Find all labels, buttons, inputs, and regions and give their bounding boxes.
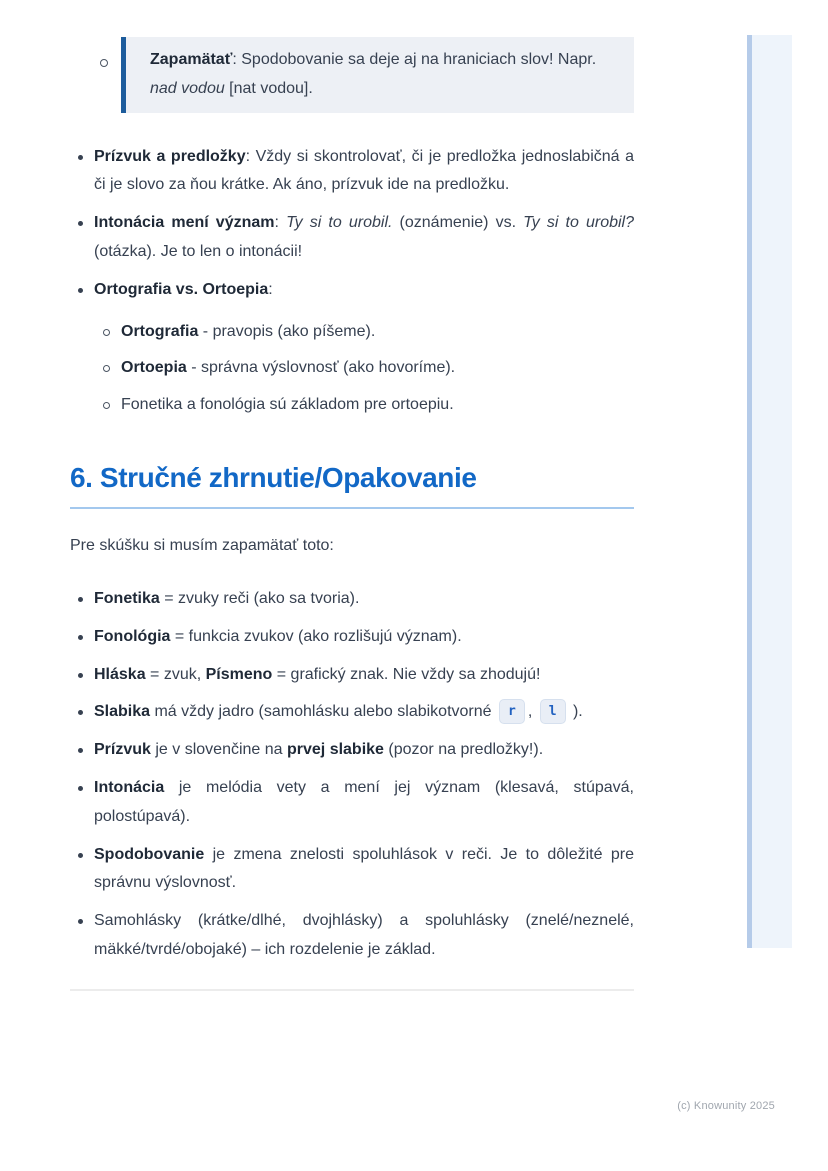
list-item-text: Intonácia mení význam: Ty si to urobil. (oznámenie) vs. Ty si to urobil? (otázka). Je to len o intonácii!	[94, 214, 634, 260]
section-heading: 6. Stručné zhrnutie/Opakovanie	[70, 462, 634, 509]
sub-list-item	[94, 354, 634, 383]
section-divider	[70, 989, 634, 991]
list-item	[70, 276, 634, 420]
sub-list-item	[94, 318, 634, 347]
list-item-text: Spodobovanie je zmena znelosti spoluhlások v reči. Je to dôležité pre správnu výslovnosť.	[94, 845, 634, 892]
list-item-text: Samohlásky (krátke/dlhé, dvojhlásky) a spoluhlásky (znelé/neznelé, mäkké/tvrdé/obojaké) – ich rozdelenie je základ.	[94, 912, 634, 958]
sub-list-item	[94, 391, 634, 420]
document-content	[70, 37, 634, 991]
callout-zapamatat	[121, 37, 634, 113]
list-item	[70, 698, 634, 727]
right-decoration-panel	[747, 35, 792, 948]
callout-list	[70, 37, 634, 113]
sub-list	[94, 318, 634, 420]
list-item	[70, 841, 634, 899]
copyright-footer: (c) Knowunity 2025	[677, 1100, 775, 1112]
list-item-text: Ortografia vs. Ortoepia:	[94, 280, 273, 298]
list-item	[70, 623, 634, 652]
list-item	[70, 774, 634, 832]
list-item-text: Fonetika = zvuky reči (ako sa tvoria).	[94, 589, 360, 607]
callout-list-item	[70, 37, 634, 113]
list-item-text: Intonácia je melódia vety a mení jej význam (klesavá, stúpavá, polostúpavá).	[94, 778, 634, 825]
list-item	[70, 585, 634, 614]
list-item-text: Slabika má vždy jadro (samohlásku alebo slabikotvorné r , l ).	[94, 698, 634, 727]
list-item	[70, 907, 634, 965]
callout-text: Zapamätať: Spodobovanie sa deje aj na hraniciach slov! Napr. nad vodou [nat vodou].	[150, 51, 597, 97]
list-item	[70, 143, 634, 201]
list-item-text: Hláska = zvuk, Písmeno = grafický znak. Nie vždy sa zhodujú!	[94, 665, 541, 683]
list-item	[70, 736, 634, 765]
list-item-text: Prízvuk je v slovenčine na prvej slabike (pozor na predložky!).	[94, 741, 544, 759]
list-item	[70, 209, 634, 267]
sub-list-item-text: Ortografia - pravopis (ako píšeme).	[121, 322, 376, 340]
summary-list	[70, 585, 634, 965]
list-item-text: Prízvuk a predložky: Vždy si skontrolovať, či je predložka jednoslabičná a či je slovo za ňou krátke. Ak áno, prízvuk ide na predložku.	[94, 147, 635, 194]
list-item	[70, 661, 634, 690]
sub-list-item-text: Fonetika a fonológia sú základom pre ortoepiu.	[121, 396, 454, 414]
notes-list-top	[70, 143, 634, 420]
intro-paragraph: Pre skúšku si musím zapamätať toto:	[70, 537, 334, 555]
sub-list-item-text: Ortoepia - správna výslovnosť (ako hovoríme).	[121, 359, 456, 377]
list-item-text: Fonológia = funkcia zvukov (ako rozlišujú význam).	[94, 627, 462, 645]
